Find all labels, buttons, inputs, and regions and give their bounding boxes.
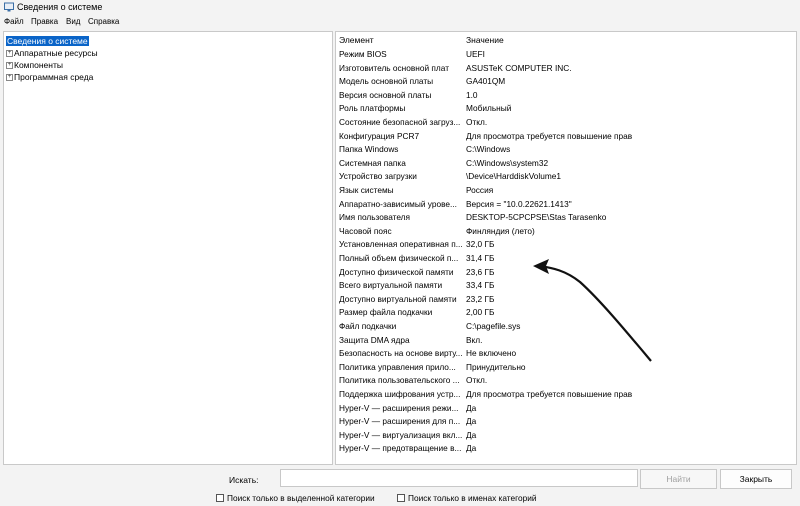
expand-icon[interactable]: + (7, 74, 12, 81)
checkbox-box[interactable] (216, 494, 224, 502)
row-item-name: Безопасность на основе вирту... (339, 348, 463, 359)
row-item-value: UEFI (466, 49, 485, 59)
search-panel (0, 466, 800, 506)
row-item-value: 2,00 ГБ (466, 307, 495, 318)
row-item-name: Системная папка (339, 157, 406, 168)
row-item-name: Состояние безопасной загруз... (339, 117, 461, 127)
row-item-value: Не включено (466, 348, 517, 359)
row-item-value: Откл. (466, 375, 488, 386)
tree-item-label: Аппаратные ресурсы (14, 48, 98, 58)
tree-item-label: Программная среда (14, 72, 94, 82)
close-button[interactable]: Закрыть (720, 469, 792, 489)
row-item-name: Язык системы (339, 185, 394, 195)
expand-icon[interactable]: + (7, 62, 12, 69)
row-item-name: Роль платформы (339, 103, 406, 114)
checkbox-label: Поиск только в выделенной категории (227, 493, 375, 503)
row-item-name: Имя пользователя (339, 212, 411, 223)
row-item-name: Устройство загрузки (339, 171, 417, 182)
row-item-value: Мобильный (466, 103, 512, 114)
menu-view[interactable]: Вид (66, 17, 81, 26)
row-item-name: Конфигурация PCR7 (339, 130, 420, 141)
row-item-value: Версия = "10.0.22621.1413" (466, 198, 572, 209)
row-item-name: Доступно виртуальной памяти (339, 293, 457, 304)
row-item-name: Защита DMA ядра (339, 334, 410, 345)
column-header-value[interactable]: Значение (466, 35, 504, 45)
row-item-name: Hyper-V — предотвращение в... (339, 443, 462, 454)
search-category-names-checkbox[interactable] (397, 493, 536, 505)
row-item-name: Всего виртуальной памяти (339, 280, 443, 291)
tree-item-label: Сведения о системе (7, 36, 88, 46)
row-item-value: GA401QM (466, 76, 506, 87)
row-item-name: Часовой пояс (339, 225, 392, 236)
row-item-name: Размер файла подкачки (339, 307, 433, 318)
row-item-value: 23,2 ГБ (466, 293, 495, 304)
menu-file[interactable]: Файл (4, 17, 24, 26)
row-item-name: Доступно физической памяти (339, 266, 454, 277)
row-item-name: Hyper-V — виртуализация вкл... (339, 429, 463, 440)
row-item-value: 32,0 ГБ (466, 239, 495, 250)
row-item-name: Поддержка шифрования устр... (339, 389, 461, 399)
row-item-value: C:\pagefile.sys (466, 321, 521, 331)
row-item-value: 23,6 ГБ (466, 266, 495, 277)
row-item-value: 31,4 ГБ (466, 253, 495, 263)
row-item-name: Hyper-V — расширения режи... (339, 402, 459, 413)
menu-edit[interactable]: Правка (31, 17, 59, 26)
row-item-name: Политика пользовательского ... (339, 375, 460, 386)
checkbox-label: Поиск только в именах категорий (408, 493, 537, 503)
row-item-value: Финляндия (лето) (466, 225, 535, 236)
row-item-name: Версия основной платы (339, 89, 432, 100)
row-item-name: Политика управления прило... (339, 361, 456, 372)
row-item-value: Для просмотра требуется повышение прав (466, 389, 633, 399)
row-item-value: C:\Windows\system32 (466, 157, 549, 168)
row-item-value: ASUSTeK COMPUTER INC. (466, 62, 572, 73)
row-item-value: Да (466, 416, 477, 427)
expand-icon[interactable]: + (7, 50, 12, 57)
row-item-name: Файл подкачки (339, 321, 397, 331)
row-item-name: Установленная оперативная п... (339, 239, 463, 250)
row-item-name: Полный объем физической п... (339, 253, 459, 263)
search-label: Искать: (229, 475, 259, 485)
row-item-value: Да (466, 402, 477, 413)
search-selected-category-checkbox[interactable] (216, 493, 375, 505)
search-input[interactable] (280, 469, 638, 487)
row-item-value: Да (466, 443, 477, 454)
checkbox-box[interactable] (397, 494, 405, 502)
row-item-value: DESKTOP-5CPCPSE\Stas Tarasenko (466, 212, 607, 223)
row-item-value: Откл. (466, 117, 488, 127)
row-item-name: Режим BIOS (339, 49, 387, 59)
row-item-name: Папка Windows (339, 144, 399, 155)
row-item-value: \Device\HarddiskVolume1 (466, 171, 561, 182)
row-item-name: Hyper-V — расширения для п... (339, 416, 461, 427)
row-item-value: 1.0 (466, 89, 478, 100)
tree-item-label: Компоненты (14, 60, 63, 70)
menu-help[interactable]: Справка (88, 17, 120, 26)
row-item-value: Россия (466, 185, 494, 195)
row-item-value: Для просмотра требуется повышение прав (466, 130, 633, 141)
window-title: Сведения о системе (17, 2, 103, 12)
row-item-name: Модель основной платы (339, 76, 434, 87)
row-item-value: Вкл. (466, 334, 483, 345)
column-header-item[interactable]: Элемент (339, 35, 374, 45)
find-button[interactable]: Найти (640, 469, 717, 489)
row-item-name: Аппаратно-зависимый урове... (339, 198, 457, 209)
row-item-name: Изготовитель основной плат (339, 62, 449, 73)
row-item-value: C:\Windows (466, 144, 511, 155)
row-item-value: Да (466, 429, 477, 440)
row-item-value: 33,4 ГБ (466, 280, 495, 291)
row-item-value: Принудительно (466, 361, 526, 372)
